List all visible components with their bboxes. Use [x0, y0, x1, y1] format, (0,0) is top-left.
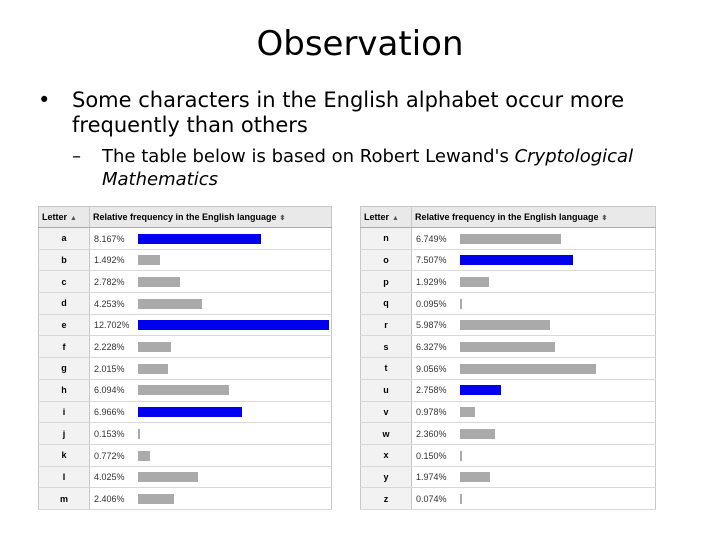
sort-both-icon[interactable]: ⬍ — [601, 215, 608, 222]
frequency-cell — [412, 423, 656, 445]
letter-cell: g — [39, 358, 90, 380]
frequency-label: 2.360% — [416, 428, 447, 439]
letter-cell: y — [361, 466, 412, 488]
table-row — [39, 488, 332, 510]
letter-cell: n — [361, 228, 412, 250]
frequency-bar — [460, 342, 555, 352]
frequency-label: 1.492% — [94, 255, 125, 266]
frequency-bar — [138, 472, 198, 482]
sort-both-icon[interactable]: ⬍ — [279, 215, 286, 222]
letter-cell: b — [39, 249, 90, 271]
table-row — [361, 358, 656, 380]
sort-asc-icon[interactable]: ▲ — [70, 215, 77, 222]
frequency-cell — [412, 401, 656, 423]
frequency-label: 6.749% — [416, 233, 447, 244]
table-row — [39, 271, 332, 293]
table-row — [361, 466, 656, 488]
frequency-cell — [90, 488, 332, 510]
frequency-bar — [460, 494, 462, 504]
frequency-label: 1.974% — [416, 472, 447, 483]
frequency-label: 0.978% — [416, 407, 447, 418]
frequency-bar — [460, 429, 495, 439]
frequency-cell — [90, 379, 332, 401]
frequency-cell — [412, 314, 656, 336]
letter-cell: s — [361, 336, 412, 358]
letter-column-header[interactable]: Letter ▲ — [361, 207, 412, 228]
frequency-label: 6.966% — [94, 407, 125, 418]
frequency-cell — [90, 293, 332, 315]
frequency-cell — [90, 466, 332, 488]
frequency-label: 9.056% — [416, 363, 447, 374]
frequency-bar — [138, 364, 168, 374]
table-row — [39, 249, 332, 271]
frequency-bar — [460, 277, 489, 287]
frequency-bar — [138, 494, 174, 504]
frequency-bar — [460, 364, 596, 374]
letter-cell: j — [39, 423, 90, 445]
letter-cell: c — [39, 271, 90, 293]
frequency-cell — [412, 488, 656, 510]
frequency-bar — [460, 320, 550, 330]
table-row — [361, 379, 656, 401]
frequency-label: 1.929% — [416, 277, 447, 288]
table-header-row — [39, 207, 332, 228]
book-title: Cryptological Mathematics — [102, 146, 634, 190]
letter-cell: u — [361, 379, 412, 401]
frequency-table-right — [360, 206, 656, 510]
frequency-cell — [412, 444, 656, 466]
frequency-label: 4.025% — [94, 472, 125, 483]
frequency-bar — [138, 385, 229, 395]
letter-cell: e — [39, 314, 90, 336]
letter-cell: h — [39, 379, 90, 401]
table-row — [39, 379, 332, 401]
frequency-label: 4.253% — [94, 298, 125, 309]
table-row — [39, 401, 332, 423]
frequency-bar — [460, 385, 501, 395]
table-header-row — [361, 207, 656, 228]
letter-cell: z — [361, 488, 412, 510]
frequency-label: 12.702% — [94, 320, 130, 331]
frequency-label: 0.772% — [94, 450, 125, 461]
letter-cell: w — [361, 423, 412, 445]
letter-cell: t — [361, 358, 412, 380]
table-row — [39, 444, 332, 466]
table-row — [361, 423, 656, 445]
frequency-cell — [90, 314, 332, 336]
table-row — [361, 444, 656, 466]
frequency-cell — [90, 249, 332, 271]
table-row — [361, 228, 656, 250]
frequency-label: 8.167% — [94, 233, 125, 244]
table-row — [39, 423, 332, 445]
slide-title: Observation — [256, 24, 464, 64]
letter-column-header[interactable]: Letter ▲ — [39, 207, 90, 228]
frequency-bar — [138, 429, 140, 439]
frequency-label: 5.987% — [416, 320, 447, 331]
frequency-bar — [460, 234, 561, 244]
frequency-cell — [412, 379, 656, 401]
frequency-label: 6.094% — [94, 385, 125, 396]
table-row — [39, 314, 332, 336]
frequency-column-header[interactable]: Relative frequency in the English language ⬍ — [90, 207, 332, 228]
table-row — [39, 466, 332, 488]
frequency-bar — [138, 255, 160, 265]
frequency-cell — [412, 228, 656, 250]
table-row — [39, 358, 332, 380]
table-row — [361, 293, 656, 315]
frequency-bar — [138, 277, 180, 287]
bullet-sub-text — [102, 145, 662, 191]
frequency-cell — [90, 336, 332, 358]
frequency-column-header[interactable]: Relative frequency in the English language ⬍ — [412, 207, 656, 228]
frequency-bar — [138, 407, 242, 417]
table-row — [361, 314, 656, 336]
letter-cell: d — [39, 293, 90, 315]
frequency-label: 0.095% — [416, 298, 447, 309]
frequency-cell — [412, 293, 656, 315]
frequency-bar — [460, 451, 462, 461]
letter-cell: f — [39, 336, 90, 358]
frequency-bar — [138, 234, 261, 244]
bullet-dot-icon: • — [38, 88, 51, 112]
frequency-cell — [90, 401, 332, 423]
frequency-label: 2.758% — [416, 385, 447, 396]
frequency-cell — [412, 466, 656, 488]
frequency-cell — [90, 444, 332, 466]
frequency-table-left — [38, 206, 332, 510]
frequency-cell — [412, 358, 656, 380]
bullet-dash-icon: – — [72, 146, 81, 167]
letter-cell: k — [39, 444, 90, 466]
letter-cell: a — [39, 228, 90, 250]
letter-cell: l — [39, 466, 90, 488]
frequency-bar — [460, 407, 475, 417]
letter-cell: o — [361, 249, 412, 271]
table-row — [39, 336, 332, 358]
frequency-bar — [460, 472, 490, 482]
frequency-label: 6.327% — [416, 342, 447, 353]
frequency-bar — [138, 320, 329, 330]
letter-cell: m — [39, 488, 90, 510]
table-row — [361, 336, 656, 358]
table-row — [361, 488, 656, 510]
frequency-bar — [138, 451, 150, 461]
table-row — [361, 271, 656, 293]
frequency-cell — [412, 336, 656, 358]
frequency-label: 7.507% — [416, 255, 447, 266]
frequency-bar — [138, 342, 171, 352]
frequency-label: 2.782% — [94, 277, 125, 288]
frequency-label: 0.153% — [94, 428, 125, 439]
bullet-text: Some characters in the English alphabet occur more frequently than others — [72, 88, 625, 137]
frequency-label: 0.150% — [416, 450, 447, 461]
frequency-bar — [460, 255, 573, 265]
frequency-cell — [90, 271, 332, 293]
table-row — [39, 228, 332, 250]
letter-cell: i — [39, 401, 90, 423]
frequency-label: 2.406% — [94, 493, 125, 504]
table-row — [361, 401, 656, 423]
frequency-cell — [412, 249, 656, 271]
frequency-bar — [138, 299, 202, 309]
frequency-cell — [412, 271, 656, 293]
frequency-cell — [90, 423, 332, 445]
table-row — [361, 249, 656, 271]
letter-cell: v — [361, 401, 412, 423]
frequency-label: 2.228% — [94, 342, 125, 353]
frequency-cell — [90, 228, 332, 250]
frequency-label: 2.015% — [94, 363, 125, 374]
letter-cell: q — [361, 293, 412, 315]
bullet-sub-prefix: The table below is based on Robert Lewand's — [102, 146, 515, 167]
letter-cell: r — [361, 314, 412, 336]
letter-cell: x — [361, 444, 412, 466]
letter-cell: p — [361, 271, 412, 293]
frequency-bar — [460, 299, 462, 309]
frequency-cell — [90, 358, 332, 380]
sort-asc-icon[interactable]: ▲ — [392, 215, 399, 222]
frequency-label: 0.074% — [416, 493, 447, 504]
table-row — [39, 293, 332, 315]
